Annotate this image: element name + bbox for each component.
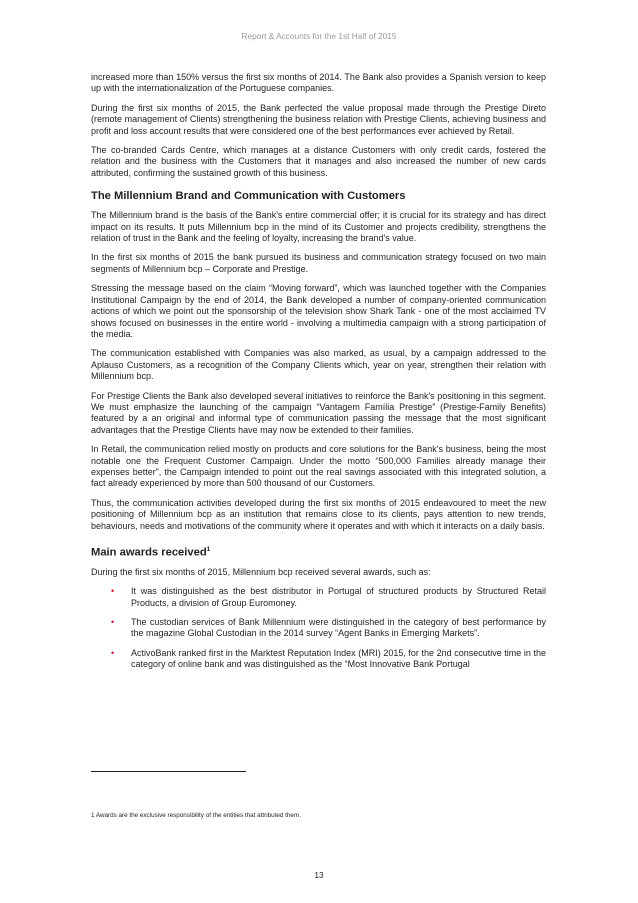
list-item [91,586,546,609]
paragraph: For Prestige Clients the Bank also developed several initiatives to reinforce the Bank's positioning in this segment. We must emphasize the launching of the campaign “Vantagem Família Prestige” (Prestige-Family Benefits) featured by a an original and informal type of communication passing the message that the most significant advantages that the Prestige Clients have may now be extended to their families. [91,390,546,435]
paragraph: The Millennium brand is the basis of the Bank's entire commercial offer; it is crucial for its strategy and has direct impact on its results. It puts Millennium bcp in the mind of its Customer and projects credibility, strengthens the relation of trust in the Bank and the feeling of loyalty, increasing the brand's value. [91,210,546,244]
footnote-divider [91,771,246,772]
list-item-text: The custodian services of Bank Millennium were distinguished in the category of best performance by the magazine Global Custodian in the 2014 survey “Agent Banks in Emerging Markets”. [131,616,546,639]
section-heading-brand: The Millennium Brand and Communication with Customers [91,190,406,203]
bullet-icon: • [111,586,115,597]
list-item [91,617,546,640]
paragraph: During the first six months of 2015, Millennium bcp received several awards, such as: [91,566,431,577]
paragraph: The communication established with Companies was also marked, as usual, by a campaign addressed to the Aplauso Customers, as a recognition of the Company Clients which, year on year, strengthen their relation with Millennium bcp. [91,348,546,382]
footnote-text: Awards are the exclusive responsibility of the entities that attributed them. [95,812,301,819]
bullet-icon: • [111,616,115,627]
list-item-text: ActivoBank ranked first in the Marktest Reputation Index (MRI) 2015, for the 2nd consecutive time in the category of online bank and was distinguished as the “Most Innovative Bank Portugal [131,647,546,670]
paragraph: The co-branded Cards Centre, which manages at a distance Customers with only credit cards, fostered the relation and the business with the Customers that it manages and also increased the number of new cards attributed, confirming the sustained growth of this business. [91,145,546,178]
section-heading-awards-text: Main awards received [91,546,207,559]
footnote [91,812,546,820]
running-header: Report & Accounts for the 1st Half of 2015 [241,31,397,41]
paragraph: During the first six months of 2015, the Bank perfected the value proposal made through the Prestige Direto (remote management of Clients) strengthening the business relation with Prestige Clients, achieving business and profit and loss account results that were considered one of the best performances ever achieved by Retail. [91,102,546,136]
list-item [91,648,546,671]
paragraph: Stressing the message based on the claim “Moving forward”, which was launched together with the Companies Institutional Campaign by the end of 2014, the Bank developed a number of company-oriented communication actions of which we point out the sponsorship of the television show Shark Tank - one of the most acclaimed TV shows focused on businesses in the entire world - involving a multimedia campaign with a strong participation of the media. [91,283,546,339]
body-text [91,72,546,679]
footnote-marker: 1 [91,812,95,819]
awards-list [91,586,546,670]
page-number: 13 [314,870,324,880]
paragraph: increased more than 150% versus the first six months of 2014. The Bank also provides a Spanish version to keep up with the internationalization of the Portuguese companies. [91,72,546,94]
list-item-text: It was distinguished as the best distributor in Portugal of structured products by Structured Retail Products, a division of Group Euromoney. [131,586,546,608]
footnote-reference: 1 [206,546,211,553]
paragraph: In Retail, the communication relied mostly on products and core solutions for the Bank's business, being the most notable one the Frequent Customer Campaign. Under the motto “500,000 Families already manage their expenses better”, the Campaign intended to point out the real savings associated with this integrated solution, a fact already experienced by more than 500 thousand of our Customers. [91,444,546,489]
paragraph: In the first six months of 2015 the bank pursued its business and communication strategy focused on two main segments of Millennium bcp – Corporate and Prestige. [91,252,546,274]
paragraph: Thus, the communication activities developed during the first six months of 2015 endeavoured to meet the new positioning of Millennium bcp as an institution that remains close to its clients, pays attention to new trends, behaviours, needs and motivations of the community where it operates and with which it interacts on a daily basis. [91,497,546,531]
section-heading-awards [91,543,546,560]
bullet-icon: • [111,647,115,658]
